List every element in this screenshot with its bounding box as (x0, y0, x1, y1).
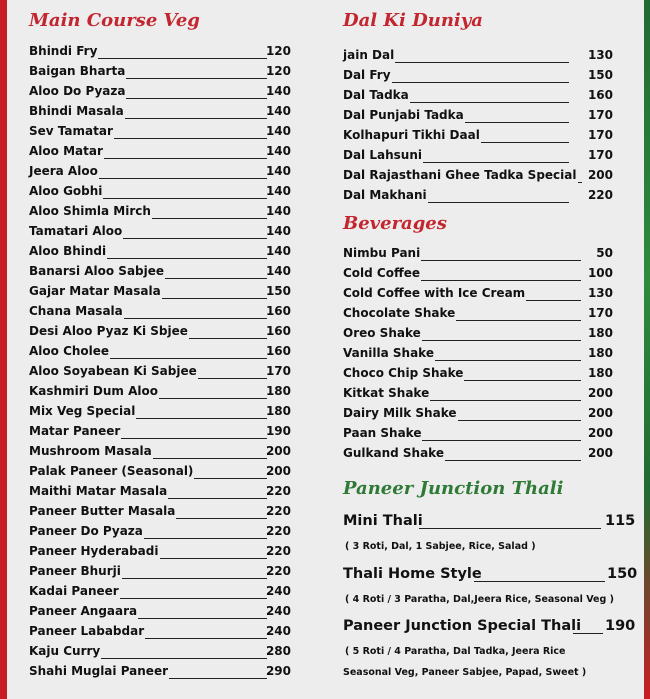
menu-item-row (29, 604, 291, 622)
left-red-border (0, 0, 7, 699)
menu-item-row (343, 366, 613, 384)
menu-item-price: 220 (265, 544, 291, 558)
menu-item-row (343, 306, 613, 324)
thali-item-price: 150 (607, 566, 638, 582)
menu-item-row (343, 48, 613, 66)
menu-item-price: 140 (265, 164, 291, 178)
main-course-section (29, 0, 291, 699)
leader-line (189, 338, 267, 339)
menu-item-price: 290 (265, 664, 291, 678)
menu-item-name: Kashmiri Dum Aloo (29, 384, 158, 398)
menu-item-name: Vanilla Shake (343, 346, 434, 360)
menu-item-row (343, 68, 613, 86)
thali-item-desc: ( 3 Roti, Dal, 1 Sabjee, Rice, Salad ) (345, 541, 536, 552)
menu-item-row (343, 426, 613, 444)
leader-line (392, 82, 569, 83)
leader-line (198, 378, 267, 379)
menu-item-price: 200 (265, 464, 291, 478)
menu-item-row (29, 184, 291, 202)
leader-line (126, 78, 267, 79)
leader-line (138, 618, 267, 619)
menu-item-price: 180 (587, 326, 613, 340)
main-course-title: Main Course Veg (29, 10, 200, 31)
menu-item-name: Bhindi Masala (29, 104, 124, 118)
thali-item-price: 115 (605, 513, 636, 529)
leader-line (464, 380, 581, 381)
leader-line (421, 260, 581, 261)
leader-line (395, 62, 569, 63)
menu-item-row (29, 424, 291, 442)
menu-item-name: Mix Veg Special (29, 404, 136, 418)
menu-item-name: Gajar Matar Masala (29, 284, 161, 298)
dal-title: Dal Ki Duniya (343, 10, 483, 31)
menu-item-price: 220 (265, 524, 291, 538)
menu-item-name: Kolhapuri Tikhi Daal (343, 128, 480, 142)
menu-item-name: Paneer Bhurji (29, 564, 121, 578)
menu-item-row (343, 188, 613, 206)
menu-item-row (29, 324, 291, 342)
leader-line (162, 298, 267, 299)
thali-title: Paneer Junction Thali (343, 478, 564, 499)
menu-item-row (29, 444, 291, 462)
menu-item-name: Dal Rajasthani Ghee Tadka Special (343, 168, 577, 182)
menu-item-price: 220 (265, 504, 291, 518)
menu-item-price: 240 (265, 604, 291, 618)
menu-item-row (29, 224, 291, 242)
menu-item-row (343, 386, 613, 404)
leader-line (136, 418, 267, 419)
menu-item-name: Aloo Soyabean Ki Sabjee (29, 364, 197, 378)
leader-line (422, 440, 581, 441)
menu-item-row (343, 266, 613, 284)
menu-item-name: Aloo Bhindi (29, 244, 107, 258)
menu-item-name: Shahi Muglai Paneer (29, 664, 169, 678)
menu-item-row (29, 344, 291, 362)
menu-item-name: jain Dal (343, 48, 395, 62)
menu-item-price: 160 (587, 88, 613, 102)
leader-line (410, 102, 569, 103)
menu-item-name: Bhindi Fry (29, 44, 98, 58)
leader-line (430, 400, 581, 401)
menu-item-price: 140 (265, 244, 291, 258)
menu-item-price: 140 (265, 84, 291, 98)
menu-item-name: Dal Makhani (343, 188, 427, 202)
leader-line (168, 498, 267, 499)
thali-leader-line (419, 528, 601, 529)
menu-item-price: 220 (265, 484, 291, 498)
menu-item-price: 220 (587, 188, 613, 202)
menu-item-row (29, 364, 291, 382)
menu-item-price: 150 (265, 284, 291, 298)
menu-item-price: 160 (265, 344, 291, 358)
menu-item-row (29, 584, 291, 602)
leader-line (465, 122, 569, 123)
leader-line (110, 358, 267, 359)
menu-item-name: Matar Paneer (29, 424, 121, 438)
menu-item-name: Baigan Bharta (29, 64, 126, 78)
menu-item-name: Kitkat Shake (343, 386, 430, 400)
menu-item-name: Aloo Cholee (29, 344, 110, 358)
menu-item-name: Chana Masala (29, 304, 123, 318)
menu-item-name: Paneer Lababdar (29, 624, 145, 638)
leader-line (160, 558, 267, 559)
leader-line (121, 438, 267, 439)
menu-item-price: 130 (587, 48, 613, 62)
menu-item-price: 240 (265, 584, 291, 598)
menu-item-price: 280 (265, 644, 291, 658)
thali-item-name: Mini Thali (343, 513, 423, 529)
menu-item-row (29, 84, 291, 102)
menu-item-name: Desi Aloo Pyaz Ki Sbjee (29, 324, 188, 338)
menu-item-price: 190 (265, 424, 291, 438)
leader-line (103, 198, 267, 199)
menu-item-row (29, 624, 291, 642)
thali-item-desc: ( 4 Roti / 3 Paratha, Dal,Jeera Rice, Seasonal Veg ) (345, 594, 614, 605)
beverages-title: Beverages (343, 213, 447, 234)
leader-line (176, 518, 267, 519)
menu-item-price: 120 (265, 64, 291, 78)
menu-item-price: 160 (265, 304, 291, 318)
menu-item-row (29, 164, 291, 182)
leader-line (578, 182, 582, 183)
menu-item-row (29, 664, 291, 682)
leader-line (169, 678, 267, 679)
menu-item-name: Maithi Matar Masala (29, 484, 168, 498)
menu-item-price: 200 (587, 406, 613, 420)
menu-item-name: Aloo Do Pyaza (29, 84, 126, 98)
menu-item-name: Nimbu Pani (343, 246, 421, 260)
menu-item-row (29, 204, 291, 222)
menu-item-row (343, 406, 613, 424)
menu-item-row (29, 264, 291, 282)
menu-item-price: 120 (265, 44, 291, 58)
menu-item-name: Dal Fry (343, 68, 391, 82)
leader-line (435, 360, 581, 361)
leader-line (101, 658, 267, 659)
menu-item-row (29, 244, 291, 262)
menu-item-name: Gulkand Shake (343, 446, 444, 460)
leader-line (123, 238, 267, 239)
thali-item-price: 190 (605, 618, 636, 634)
leader-line (194, 478, 267, 479)
menu-item-price: 140 (265, 224, 291, 238)
leader-line (456, 320, 581, 321)
menu-item-name: Paneer Angaara (29, 604, 138, 618)
menu-item-name: Chocolate Shake (343, 306, 456, 320)
menu-item-price: 130 (587, 286, 613, 300)
leader-line (445, 460, 581, 461)
thali-item-desc-cont: Seasonal Veg, Paneer Sabjee, Papad, Sweet ) (343, 667, 587, 678)
menu-item-row (29, 464, 291, 482)
menu-item-price: 170 (587, 148, 613, 162)
menu-item-price: 160 (265, 324, 291, 338)
menu-item-row (29, 404, 291, 422)
menu-item-row (29, 44, 291, 62)
leader-line (125, 118, 267, 119)
menu-item-name: Dal Punjabi Tadka (343, 108, 464, 122)
menu-item-name: Paneer Do Pyaza (29, 524, 143, 538)
menu-item-name: Kadai Paneer (29, 584, 119, 598)
menu-item-price: 100 (587, 266, 613, 280)
menu-item-price: 140 (265, 184, 291, 198)
right-green-border (644, 0, 650, 699)
menu-item-name: Aloo Shimla Mirch (29, 204, 151, 218)
leader-line (124, 318, 267, 319)
menu-item-price: 170 (587, 108, 613, 122)
menu-item-name: Kaju Curry (29, 644, 101, 658)
menu-item-row (343, 446, 613, 464)
leader-line (152, 218, 267, 219)
menu-item-price: 150 (587, 68, 613, 82)
menu-item-price: 140 (265, 104, 291, 118)
menu-item-price: 200 (587, 446, 613, 460)
leader-line (481, 142, 569, 143)
menu-item-row (29, 304, 291, 322)
menu-item-price: 200 (265, 444, 291, 458)
leader-line (104, 158, 267, 159)
leader-line (526, 300, 581, 301)
menu-item-price: 180 (265, 384, 291, 398)
leader-line (428, 202, 569, 203)
leader-line (159, 398, 267, 399)
leader-line (153, 458, 267, 459)
menu-item-name: Paneer Butter Masala (29, 504, 176, 518)
menu-item-row (29, 104, 291, 122)
menu-item-row (29, 64, 291, 82)
leader-line (145, 638, 267, 639)
menu-item-name: Dal Lahsuni (343, 148, 422, 162)
menu-item-name: Banarsi Aloo Sabjee (29, 264, 165, 278)
thali-item-desc: ( 5 Roti / 4 Paratha, Dal Tadka, Jeera Rice (345, 646, 566, 657)
leader-line (458, 420, 581, 421)
leader-line (144, 538, 267, 539)
leader-line (98, 58, 267, 59)
menu-item-price: 140 (265, 204, 291, 218)
menu-item-price: 240 (265, 624, 291, 638)
menu-item-price: 140 (265, 264, 291, 278)
menu-item-name: Sev Tamatar (29, 124, 113, 138)
menu-item-price: 200 (587, 386, 613, 400)
right-column (343, 0, 638, 699)
menu-item-price: 180 (265, 404, 291, 418)
menu-item-row (343, 168, 613, 186)
menu-item-price: 200 (587, 426, 613, 440)
menu-item-row (29, 144, 291, 162)
menu-item-row (29, 284, 291, 302)
menu-item-row (343, 128, 613, 146)
menu-item-row (343, 88, 613, 106)
menu-item-name: Jeera Aloo (29, 164, 98, 178)
leader-line (114, 138, 267, 139)
menu-item-price: 170 (587, 128, 613, 142)
menu-item-row (29, 544, 291, 562)
menu-item-name: Paneer Hyderabadi (29, 544, 159, 558)
menu-item-name: Dairy Milk Shake (343, 406, 457, 420)
leader-line (107, 258, 267, 259)
menu-item-name: Cold Coffee (343, 266, 420, 280)
menu-item-name: Choco Chip Shake (343, 366, 464, 380)
menu-item-row (343, 246, 613, 264)
menu-item-row (29, 524, 291, 542)
thali-leader-line (573, 633, 603, 634)
menu-item-price: 170 (587, 306, 613, 320)
menu-item-row (29, 564, 291, 582)
leader-line (165, 278, 267, 279)
menu-item-name: Oreo Shake (343, 326, 421, 340)
menu-item-row (29, 484, 291, 502)
menu-item-row (29, 384, 291, 402)
menu-item-name: Mushroom Masala (29, 444, 152, 458)
menu-item-row (343, 108, 613, 126)
leader-line (120, 598, 267, 599)
menu-item-price: 220 (265, 564, 291, 578)
menu-item-row (343, 286, 613, 304)
menu-item-name: Tamatari Aloo (29, 224, 123, 238)
leader-line (422, 340, 581, 341)
thali-leader-line (474, 581, 605, 582)
menu-item-row (343, 326, 613, 344)
menu-item-row (29, 124, 291, 142)
menu-item-name: Dal Tadka (343, 88, 409, 102)
menu-item-row (29, 504, 291, 522)
thali-item-name: Thali Home Style (343, 566, 482, 582)
menu-item-row (29, 644, 291, 662)
leader-line (423, 162, 569, 163)
menu-item-price: 50 (596, 246, 613, 260)
menu-item-price: 200 (587, 168, 613, 182)
leader-line (421, 280, 581, 281)
menu-item-price: 180 (587, 346, 613, 360)
leader-line (122, 578, 267, 579)
menu-item-name: Palak Paneer (Seasonal) (29, 464, 194, 478)
menu-item-price: 140 (265, 144, 291, 158)
menu-item-name: Paan Shake (343, 426, 422, 440)
menu-item-name: Cold Coffee with Ice Cream (343, 286, 526, 300)
menu-item-name: Aloo Matar (29, 144, 103, 158)
menu-item-price: 140 (265, 124, 291, 138)
leader-line (126, 98, 267, 99)
menu-item-name: Aloo Gobhi (29, 184, 103, 198)
menu-item-row (343, 346, 613, 364)
thali-item-name: Paneer Junction Special Thali (343, 618, 582, 634)
menu-item-price: 170 (265, 364, 291, 378)
menu-item-row (343, 148, 613, 166)
menu-item-price: 180 (587, 366, 613, 380)
leader-line (99, 178, 267, 179)
